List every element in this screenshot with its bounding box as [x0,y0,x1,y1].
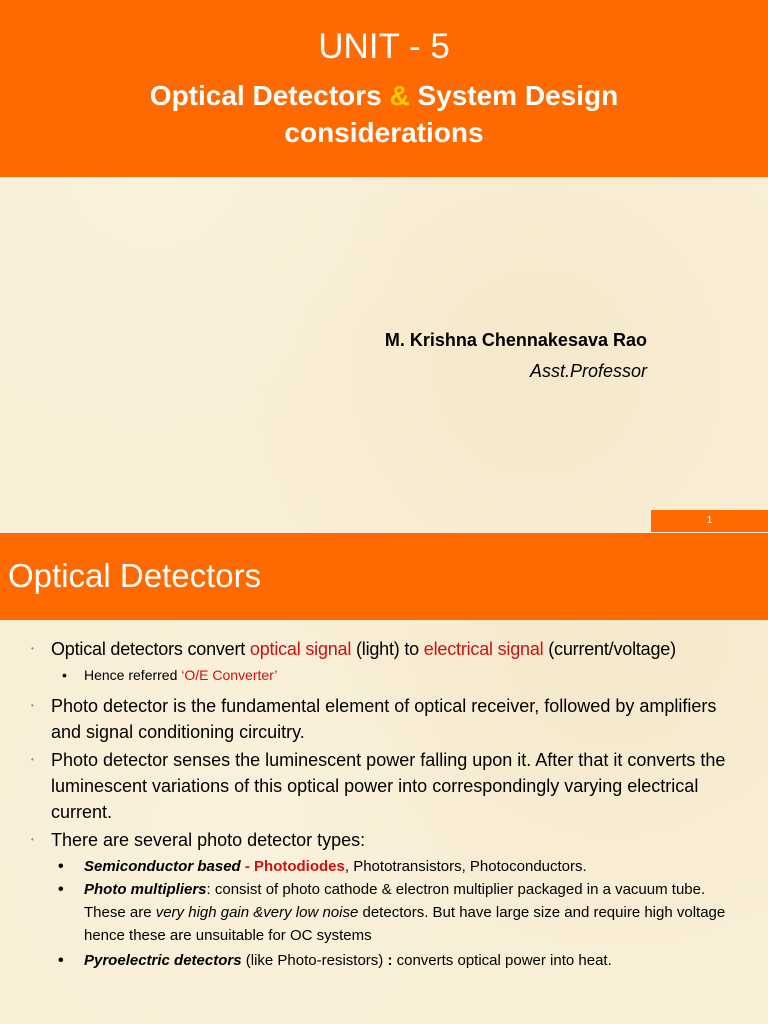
bullet-text: (light) to [351,639,424,659]
bullet-list [0,636,768,972]
type-text: detectors. But have large size and require high voltage hence these are unsuitable for OC systems [84,904,726,944]
author-name: M. Krishna Chennakesava Rao [384,330,647,350]
bullet-item: • Photo detector is the fundamental element of optical receiver, followed by amplifiers and signal conditioning circuitry. [0,693,768,745]
title-band [0,0,768,177]
type-name: Semiconductor based [84,858,241,875]
bullet-item [0,636,768,662]
bullet-item: • Photo detector senses the luminescent power falling upon it. After that it converts the luminescent variations of this optical power into correspondingly varying electrical current. [0,747,768,825]
type-text: , Phototransistors, Photoconductors. [344,858,587,875]
subtitle-part2: System Design [409,80,619,111]
highlight-oe-converter: ‘O/E Converter’ [181,667,278,683]
highlight-optical-signal: optical signal [249,639,352,659]
detector-type-item [0,878,768,947]
bullet-text: (current/voltage) [543,639,676,659]
author-role: Asst.Professor [529,361,647,381]
unit-title: UNIT - 5 [318,27,450,66]
type-text: converts optical power into heat. [392,952,612,969]
bullet-text: Optical detectors convert [51,639,250,659]
type-name: Pyroelectric detectors [84,952,242,969]
detector-type-item [0,855,768,878]
type-text: : consist of photo cathode & electron multiplier packaged in a vacuum tube. These are [84,881,706,921]
slide-number: 1 [651,510,768,532]
heading-band [0,533,768,620]
highlight-photodiodes: - Photodiodes [240,858,345,875]
slide-subtitle [0,77,768,151]
sub-bullet-text: Hence referred [84,667,182,683]
content-slide [0,533,768,1024]
type-name: Photo multipliers [84,881,207,898]
subtitle-line2: considerations [284,117,484,148]
type-colon: : [387,952,393,969]
highlight-electrical-signal: electrical signal [423,639,544,659]
author-block [385,330,647,382]
subtitle-ampersand: & [389,80,410,111]
slide-heading: Optical Detectors [8,557,262,594]
sub-bullet-item [0,664,768,687]
bullet-item: • There are several photo detector types: [0,827,768,853]
type-emphasis: very high gain &very low noise [155,904,359,921]
type-text: (like Photo-resistors) [241,952,388,969]
subtitle-part1: Optical Detectors [149,80,390,111]
detector-type-item [0,949,768,972]
